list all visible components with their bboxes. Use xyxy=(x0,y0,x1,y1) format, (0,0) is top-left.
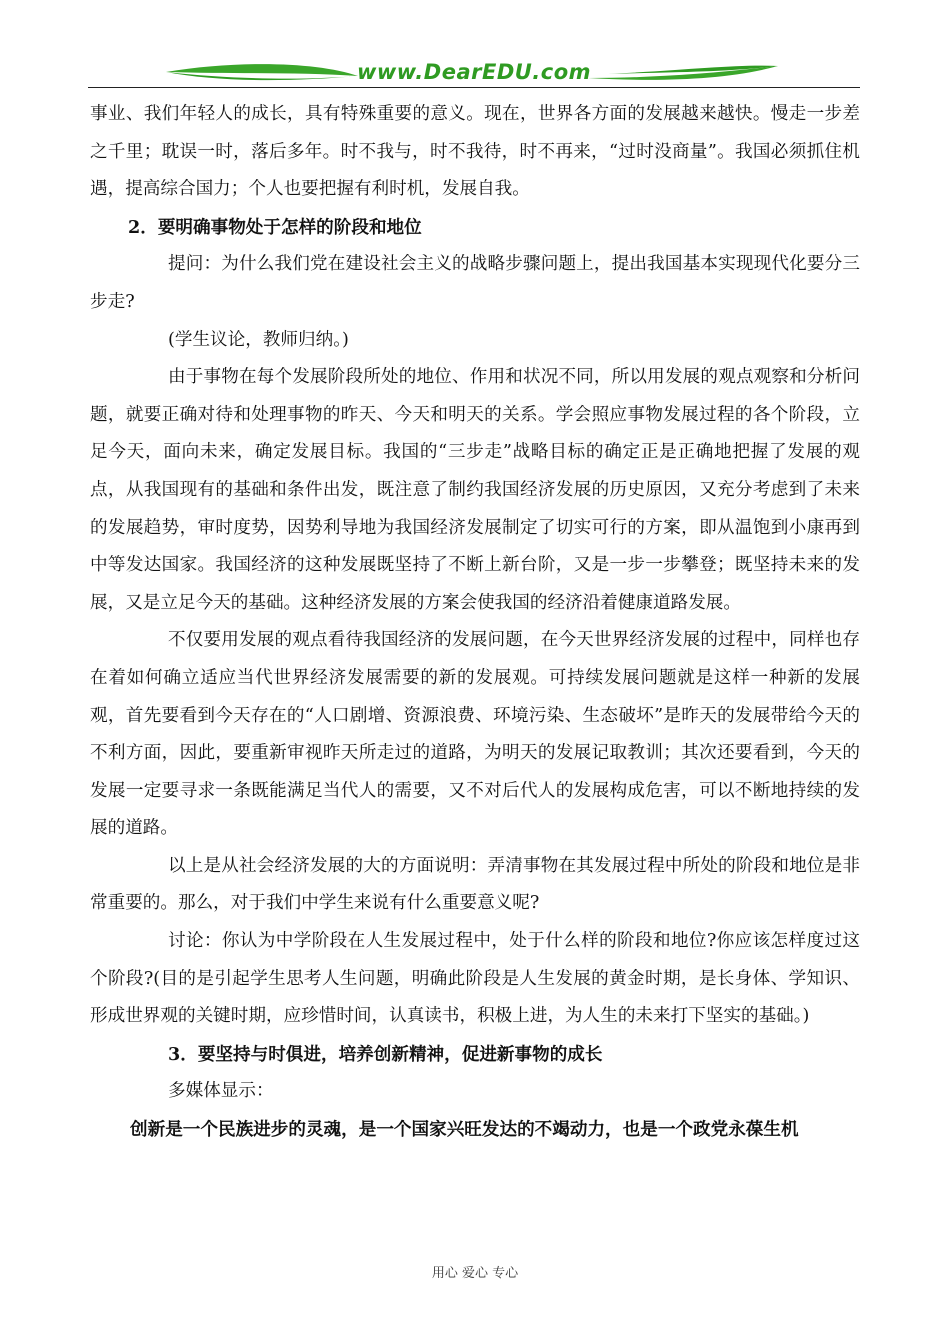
paragraph: 事业、我们年轻人的成长，具有特殊重要的意义。现在，世界各方面的发展越来越快。慢走一步差之千里；耽误一时，落后多年。时不我与，时不我待，时不再来，“过时没商量”。我国必须抓住机遇，提高综合国力；个人也要把握有利时机，发展自我。 xyxy=(90,104,860,200)
paragraph: (学生议论，教师归纳。) xyxy=(168,329,349,350)
paragraph: 讨论：你认为中学阶段在人生发展过程中，处于什么样的阶段和地位?你应该怎样度过这个阶段?(目的是引起学生思考人生问题，明确此阶段是人生发展的黄金时期，是长身体、学知识、形成世界观的关键时期，应珍惜时间，认真读书，积极上进，为人生的未来打下坚实的基础。) xyxy=(90,931,860,1027)
section-heading: 2．要明确事物处于怎样的阶段和地位 xyxy=(128,216,422,238)
paragraph: 提问：为什么我们党在建设社会主义的战略步骤问题上，提出我国基本实现现代化要分三步走? xyxy=(90,254,860,312)
site-url: www.DearEDU.com xyxy=(356,60,592,84)
emphasis-paragraph: 创新是一个民族进步的灵魂，是一个国家兴旺发达的不竭动力，也是一个政党永葆生机 xyxy=(130,1119,799,1141)
paragraph: 以上是从社会经济发展的大的方面说明：弄清事物在其发展过程中所处的阶段和地位是非常重要的。那么，对于我们中学生来说有什么重要意义呢? xyxy=(90,855,860,914)
header-rule xyxy=(88,87,860,88)
paragraph: 多媒体显示： xyxy=(168,1081,274,1102)
document-body xyxy=(90,96,860,1149)
paragraph: 由于事物在每个发展阶段所处的地位、作用和状况不同，所以用发展的观点观察和分析问题，就要正确对待和处理事物的昨天、今天和明天的关系。学会照应事物发展过程的各个阶段，立足今天，面向未来，确定发展目标。我国的“三步走”战略目标的确定正是正确地把握了发展的观点，从我国现有的基础和条件出发，既注意了制约我国经济发展的历史原因，又充分考虑到了未来的发展趋势，审时度势，因势利导地为我国经济发展制定了切实可行的方案，即从温饱到小康再到中等发达国家。我国经济的这种发展既坚持了不断上新台阶，又是一步一步攀登；既坚持未来的发展，又是立足今天的基础。这种经济发展的方案会使我国的经济沿着健康道路发展。 xyxy=(90,367,860,613)
section-heading: 3．要坚持与时俱进，培养创新精神，促进新事物的成长 xyxy=(168,1043,603,1065)
page-footer: 用心 爱心 专心 xyxy=(431,1266,519,1281)
paragraph: 不仅要用发展的观点看待我国经济的发展问题，在今天世界经济发展的过程中，同样也存在着如何确立适应当代世界经济发展需要的新的发展观。可持续发展问题就是这样一种新的发展观，首先要看到今天存在的“人口剧增、资源浪费、环境污染、生态破坏”是昨天的发展带给今天的不利方面，因此，要重新审视昨天所走过的道路，为明天的发展记取教训；其次还要看到，今天的发展一定要寻求一条既能满足当代人的需要，又不对后代人的发展构成危害，可以不断地持续的发展的道路。 xyxy=(90,630,860,839)
page-header xyxy=(88,58,860,94)
